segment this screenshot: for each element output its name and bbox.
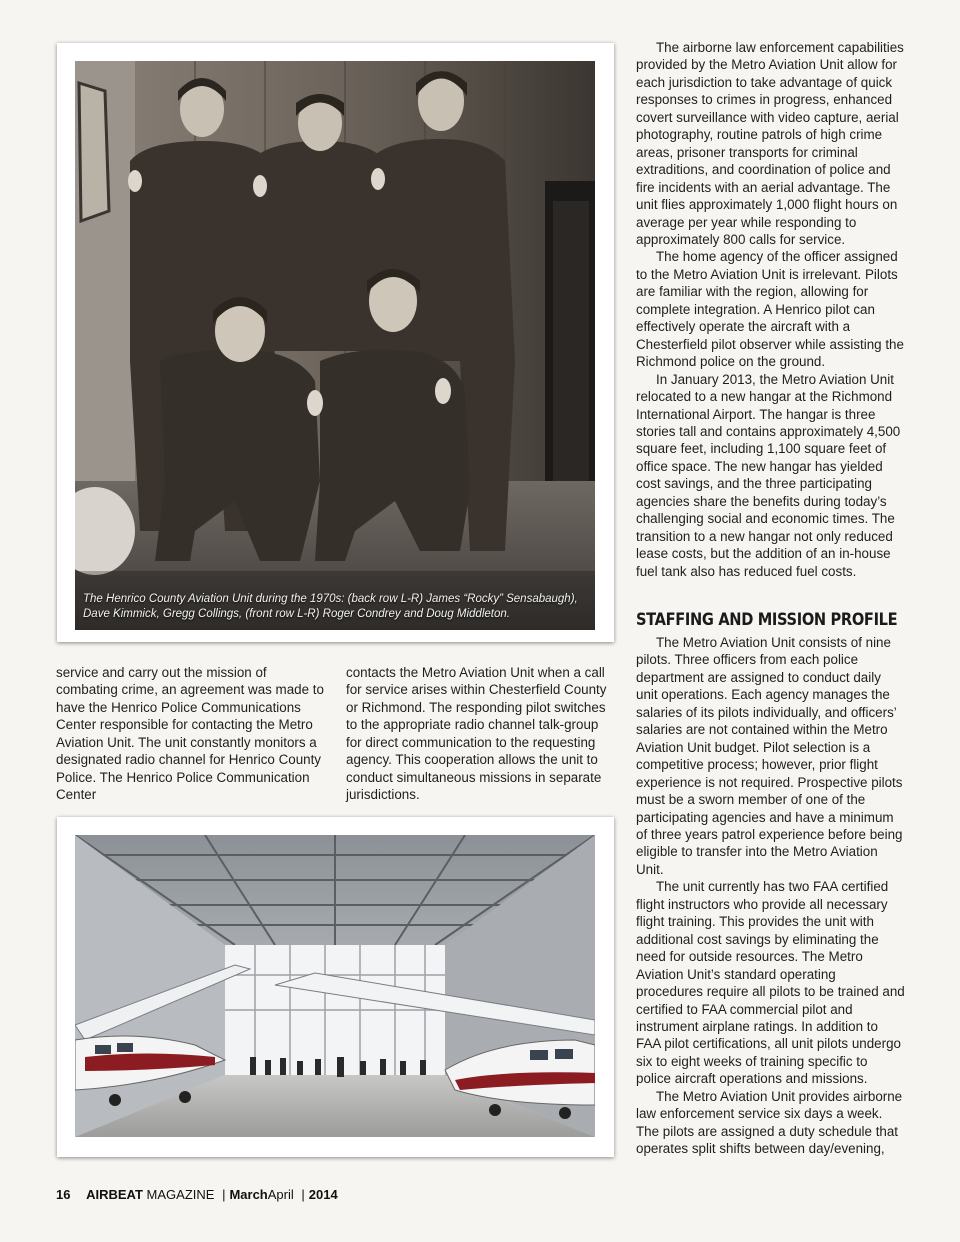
footer-magazine: MAGAZINE — [146, 1187, 215, 1202]
photo1-image — [75, 61, 595, 630]
footer-month2: April — [267, 1187, 294, 1202]
right-paragraph-3: In January 2013, the Metro Aviation Unit relocated to a new hangar at the Richmond International Airport. The hangar is three stories tall and contains approximately 4,500 square feet, including 1,100 square feet of office space. The new hangar has yielded cost savings, and the three participating agencies share the benefits during today’s challenging social and economic times. The transition to a new hangar not only reduced lease costs, but the addition of an in-house fuel tank also has reduced fuel costs. — [636, 371, 901, 579]
right-paragraph-2: The home agency of the officer assigned to the Metro Aviation Unit is irrelevant. Pilots are familiar with the region, allowing for complete integration. A Henrico pilot can effectively operate the aircraft with a Chesterfield pilot observer while assisting the Richmond police on the ground. — [636, 249, 904, 370]
photo1-frame — [57, 43, 614, 642]
middle-column-paragraph: contacts the Metro Aviation Unit when a call for service arises within Chesterfield County or Richmond. The responding pilot switches to the appropriate radio channel talk-group for direct communication to the requesting agency. This cooperation allows the unit to conduct simultaneous missions in separate jurisdictions. — [346, 665, 607, 803]
photo1-caption: The Henrico County Aviation Unit during the 1970s: (back row L-R) James “Rocky” Sensabaugh), Dave Kimmick, Gregg Collings, (front row L-R) Roger Condrey and Doug Middleton. — [83, 593, 578, 620]
footer-brand: AIRBEAT — [86, 1187, 143, 1202]
right-paragraph-1: The airborne law enforcement capabilities provided by the Metro Aviation Unit allow for each jurisdiction to take advantage of quick responses to crimes in progress, enhanced covert surveillance with video capture, aerial photography, routine patrols of high crime areas, prisoner transports for criminal extraditions, and coordination of police and fire incidents with an aerial advantage. The unit flies approximately 1,000 flight hours on average per year while responding to approximately 800 calls for service. — [636, 40, 904, 247]
footer-separator: | — [222, 1187, 226, 1202]
page-number: 16 — [56, 1187, 71, 1202]
middle-column-text — [346, 664, 612, 804]
section-heading: STAFFING AND MISSION PROFILE — [636, 610, 898, 630]
hangar-photo — [75, 835, 595, 1137]
left-column-paragraph: service and carry out the mission of combating crime, an agreement was made to have the Henrico Police Communications Center responsible for contacting the Metro Aviation Unit. The unit constantly monitors a designated radio channel for Henrico County Police. The Henrico Police Communication Center — [56, 665, 324, 803]
left-column-text — [56, 664, 326, 804]
photo2-frame — [57, 817, 614, 1157]
page-footer — [56, 1187, 338, 1202]
right-column-bottom — [636, 634, 906, 1158]
officers-photo — [75, 61, 595, 630]
right-paragraph-4: The Metro Aviation Unit consists of nine pilots. Three officers from each police department are assigned to conduct daily unit operations. Each agency manages the salaries of its pilots individually, and officers’ salaries are not contained within the Metro Aviation Unit budget. Pilot selection is a competitive process; however, prior flight experience is not required. Prospective pilots must be a sworn member of one of the participating agencies and have a minimum of three years patrol experience before being eligible to transfer into the Metro Aviation Unit. — [636, 635, 903, 877]
right-paragraph-6: The Metro Aviation Unit provides airborne law enforcement service six days a week. The pilots are assigned a duty schedule that operates split shifts between day/evening, — [636, 1088, 903, 1157]
right-column-top — [636, 39, 906, 580]
right-paragraph-5: The unit currently has two FAA certified flight instructors who provide all necessary flight training. This provides the unit with additional cost savings by eliminating the need for outside resources. The Metro Aviation Unit’s standard operating procedures require all pilots to be trained and certified to FAA commercial pilot and instrument airplane ratings. In addition to FAA pilot certifications, all unit pilots undergo six to eight weeks of training specific to police aircraft operations and missions. — [636, 879, 905, 1087]
footer-year: 2014 — [308, 1187, 338, 1202]
footer-separator-2: | — [301, 1187, 305, 1202]
footer-month1: March — [229, 1187, 268, 1202]
photo2-image — [75, 835, 595, 1137]
